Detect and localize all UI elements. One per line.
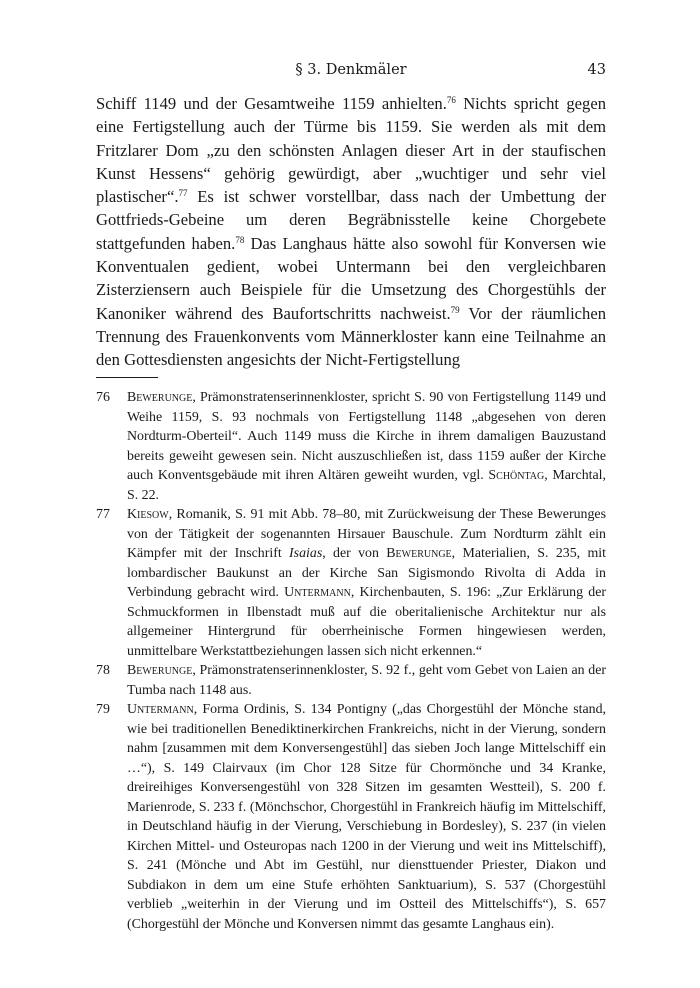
footnote-text <box>127 661 606 700</box>
body-text: Das Langhaus hätte also sowohl für Konversen wie Konventualen gedient, wobei Untermann bei den vergleichbaren Zisterziensern auch Beispiele für die Umsetzung des Chorgestühls der Kanoniker während des Baufortschritts nachweist. <box>96 233 607 323</box>
footnote-ref-76[interactable]: 76 <box>446 95 456 105</box>
body-text: Schiff 1149 und der Gesamtweihe 1159 anhielten. <box>96 94 447 113</box>
running-title: § 3. Denkmäler <box>295 62 407 78</box>
body-text: Vor der räumlichen Trennung des Frauenkonvents vom Männerkloster kann eine Teilnahme an den Gottesdiensten angesichts der Nicht-Fertigstellung <box>96 303 606 370</box>
footnote-77 <box>96 505 606 661</box>
footnote-78 <box>96 661 606 700</box>
author-name: Untermann <box>127 702 194 717</box>
footnote-text <box>127 388 606 505</box>
page-number: 43 <box>587 62 606 78</box>
footnote-76 <box>96 388 606 505</box>
footnote-segment: , Marchtal, S. 22. <box>127 468 606 503</box>
footnote-number: 78 <box>96 663 110 678</box>
footnote-segment: , Prämonstratenserinnenkloster, spricht S. 90 von Fertigstellung 1149 und Weihe 1159, S. 93 nochmals von Fertigstellung 1148 „abgesehen von deren Nordturm-Oberteil“. Auch 1149 muss die Kirche in ihrem damaligen Bauzustand bereits geweiht gewesen sein. Nicht auszuschließen ist, dass 1159 außer der Kirche auch Konventsgebäude mit ihren Altären geweiht wurden, vgl. <box>127 390 606 483</box>
footnote-segment: , der von <box>322 546 387 561</box>
footnotes <box>96 388 606 934</box>
footnote-segment: , Prämonstratenserinnenkloster, S. 92 f., geht vom Gebet von Laien an der Tumba nach 1148 aus. <box>127 663 606 698</box>
footnote-text <box>127 505 606 661</box>
author-name: Bewerunge <box>127 390 193 405</box>
author-name: Bewerunge <box>127 663 193 678</box>
footnote-79 <box>96 700 606 934</box>
author-name: Schöntag <box>488 468 545 483</box>
author-name: Bewerunge <box>386 546 452 561</box>
footnote-number: 77 <box>96 507 110 522</box>
body-text: Es ist schwer vorstellbar, dass nach der Umbettung der Gottfrieds-Gebeine um deren Begräbnisstelle keine Chorgebete stattgefunden haben. <box>96 187 606 253</box>
footnote-number: 76 <box>96 390 110 405</box>
main-paragraph <box>96 92 606 372</box>
footnote-ref-78[interactable]: 78 <box>235 234 245 245</box>
footnote-ref-77[interactable]: 77 <box>178 188 188 199</box>
author-name: Kiesow <box>127 507 169 522</box>
footnote-segment: , Materialien, S. 235, mit lombardischer Baukunst an der Kirche San Sigismondo Rivolta di Adda in Verbindung gebracht wird. <box>127 546 606 600</box>
footnote-segment: , Forma Ordinis, S. 134 Pontigny („das Chorgestühl der Mönche stand, wie bei traditionellen Benediktinerkirchen Frankreichs, nicht in der Vierung, sondern nahm [zusammen mit dem Konversengestühl] das sieben Joch lange Mittelschiff ein …“), S. 149 Clairvaux (im Chor 128 Sitze für Chormönche und 34 Kranke, dreireihiges Konversengestühl von 328 Sitzen im gesamten Westteil), S. 200 f. Marienrode, S. 233 f. (Mönchschor, Chorgestühl in Frankreich häufig im Mittelschiff, in Deutschland häufig in der Vierung, Verschiebung in Bordesley), S. 237 (in vielen Kirchen Mittel- und Osteuropas nach 1200 in der Vierung und weit ins Mittelschiff), S. 241 (Mönche und Abt im Gestühl, nur diensttuender Priester, Diakon und Subdiakon in dem um eine Stufe erhöhten Sanktuarium), S. 537 (Chorgestühl verblieb „weiterhin in der Vierung und im Ostteil des Mittelschiffs“), S. 657 (Chorgestühl der Mönche und Konversen nimmt das gesamte Langhaus ein). <box>127 702 606 932</box>
footnote-segment: , Kirchenbauten, S. 196: „Zur Erklärung der Schmuckformen in Ilbenstadt muß auf die oberitalienische Architektur nur als allgemeiner Hintergrund für oberrheinische Formen hingewiesen werden, unmittelbare Werkstattbeziehungen lassen sich nicht erkennen.“ <box>127 585 606 659</box>
footnote-ref-79[interactable]: 79 <box>450 304 460 315</box>
footnote-number: 79 <box>96 702 110 717</box>
body-text: Nichts spricht gegen eine Fertigstellung auch der Türme bis 1159. Sie werden als mit dem Fritzlarer Dom „zu den schönsten Anlagen dieser Art in der staufischen Kunst Hessens“ gehörig gewürdigt, aber „wuchtiger und sehr viel plastischer“. <box>96 94 606 207</box>
footnote-segment: , Romanik, S. 91 mit Abb. 78–80, mit Zurückweisung der These Bewerunges von der Tätigkeit der sogenannten Hirsauer Bauschule. Zum Nordturm zählt ein Kämpfer mit der Inschrift <box>127 507 606 561</box>
italic-term: Isaias <box>289 546 323 561</box>
footnote-divider <box>96 377 158 378</box>
footnote-text <box>127 700 606 934</box>
running-head <box>96 62 606 84</box>
author-name: Untermann <box>284 585 351 600</box>
